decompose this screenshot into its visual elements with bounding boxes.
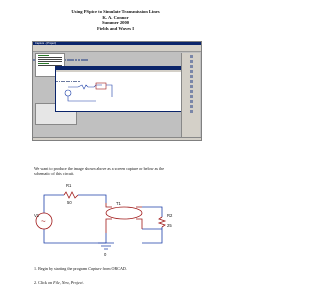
step-2 (34, 281, 84, 286)
step-2-suffix: . (82, 280, 84, 285)
step-2-path: File, New, Project (53, 280, 83, 285)
step-2-number: 2. (34, 280, 38, 285)
ground-label: 0 (104, 252, 107, 257)
title-line-1: Using PSpice to Simulate Transmission Lines (71, 9, 160, 14)
capture-screenshot (32, 41, 202, 141)
mini-schematic (56, 67, 198, 111)
screenshot-statusbar (33, 137, 201, 140)
step-1-program: Capture (88, 266, 102, 271)
step-1-suffix: from ORCAD. (101, 266, 127, 271)
intro-line-2: schematic of this circuit. (34, 171, 75, 176)
step-1 (34, 267, 127, 272)
r2-value: 25 (167, 223, 172, 228)
r1-label: R1 (66, 183, 72, 188)
screenshot-tool-palette (181, 53, 200, 139)
intro-line-1: We want to produce the image shown above as a screen capture or below as the (34, 166, 165, 171)
v1-label: V1 (34, 213, 40, 218)
step-1-prefix: Begin by starting the program (38, 266, 89, 271)
title-line-3: Summer 2000 (101, 20, 130, 26)
title-line-2: K. A. Connor (102, 14, 129, 20)
title-line-4: Fields and Waves I (96, 25, 135, 31)
document-title (0, 9, 231, 31)
step-2-prefix: Click on (38, 280, 54, 285)
step-1-number: 1. (34, 266, 38, 271)
source-symbol: ~ (41, 217, 46, 226)
circuit-schematic (34, 177, 194, 257)
t1-label: T1 (116, 201, 121, 206)
screenshot-schematic-window (55, 66, 199, 112)
screenshot-toolbar (33, 48, 201, 52)
r1-value: 50 (67, 200, 72, 205)
screenshot-window-title: Capture - [Project] (35, 41, 57, 45)
r2-label: R2 (167, 213, 173, 218)
